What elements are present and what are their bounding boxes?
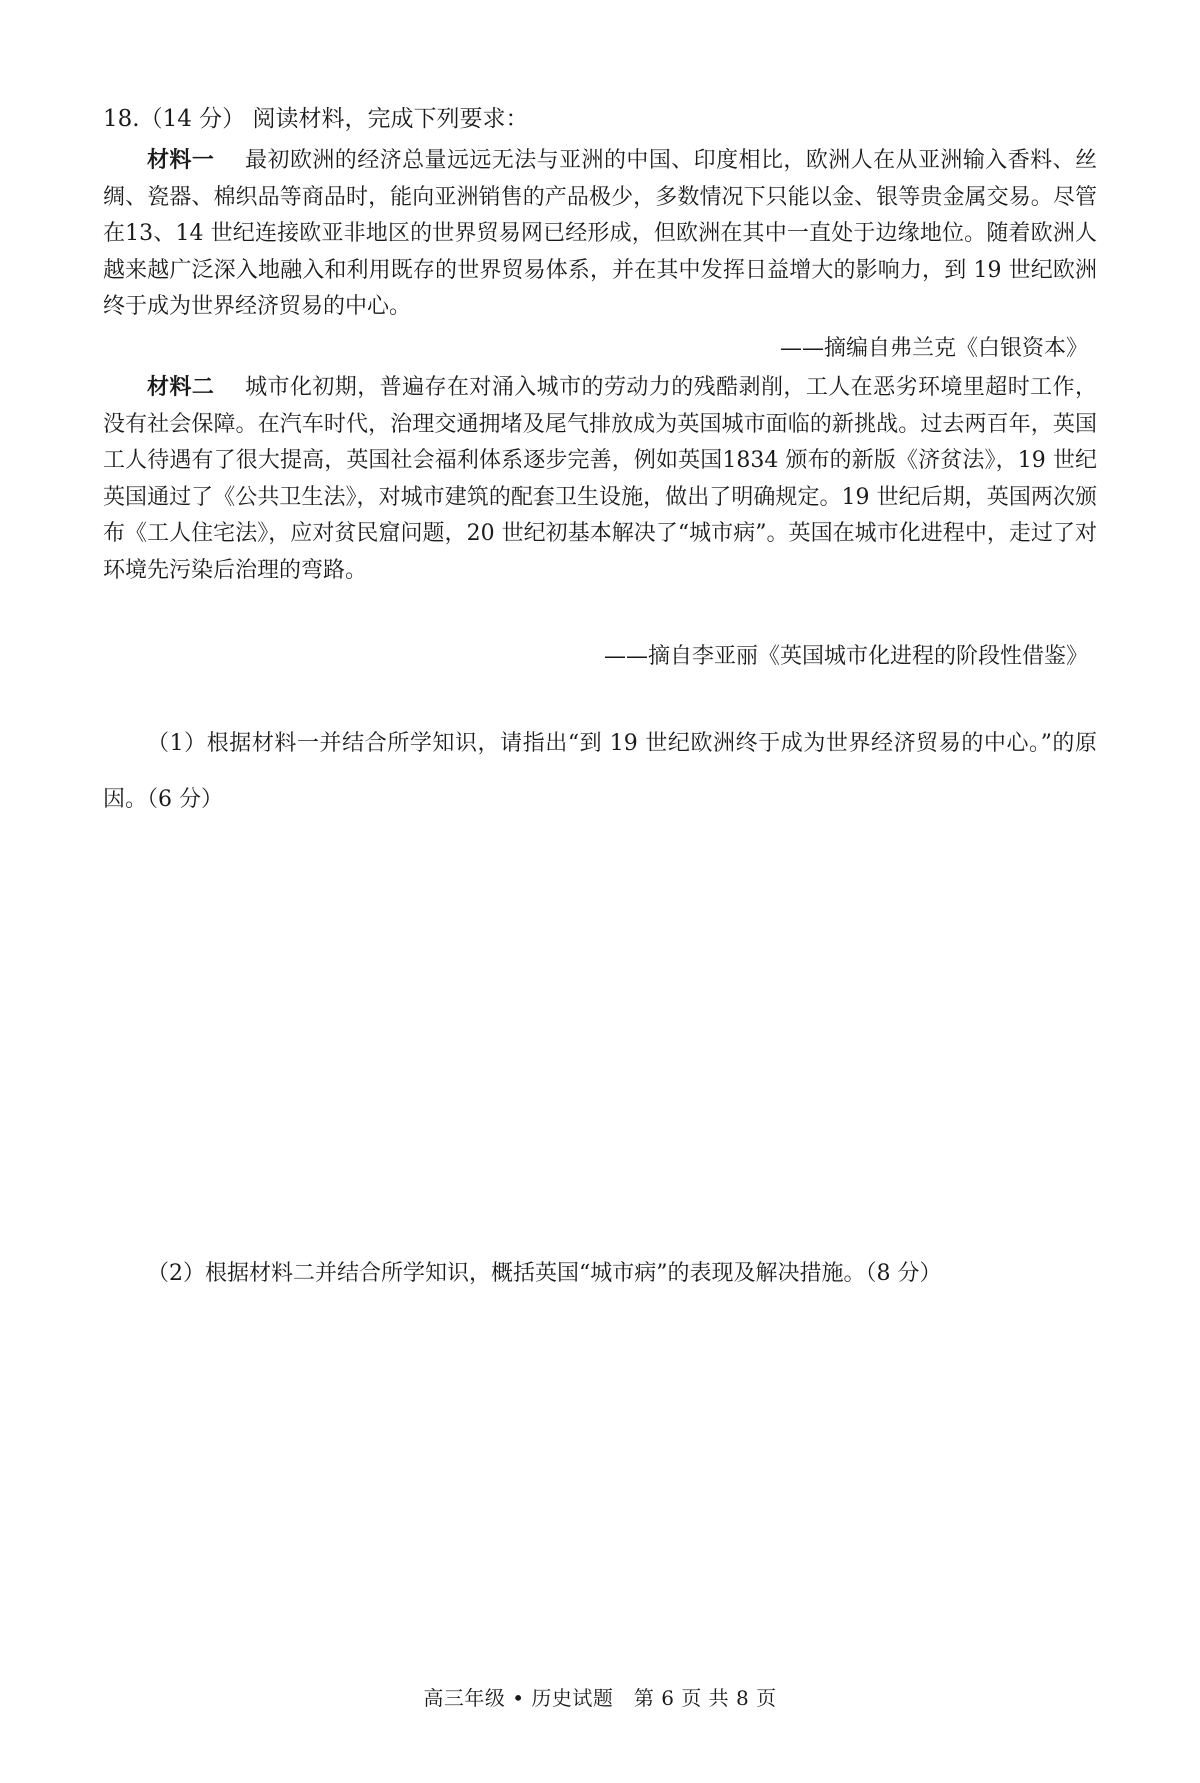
- material-one-source: ——摘编自弗兰克《白银资本》: [779, 336, 1088, 361]
- page-footer: 高三年级 • 历史试题 第 6 页 共 8 页: [423, 1686, 777, 1710]
- subquestion-2: （2）根据材料二并结合所学知识，概括英国“城市病”的表现及解决措施。（8 分）: [147, 1261, 942, 1286]
- material-two-source: ——摘自李亚丽《英国城市化进程的阶段性借鉴》: [603, 644, 1088, 669]
- answer-area-1[interactable]: [103, 830, 1097, 1220]
- question-header: 18.（14 分） 阅读材料，完成下列要求：: [103, 106, 529, 132]
- material-one-label: 材料一: [147, 148, 215, 173]
- material-one: [103, 143, 1097, 326]
- subquestion-1: （1）根据材料一并结合所学知识，请指出“到 19 世纪欧洲终于成为世界经济贸易的中心。”的原因。（6 分）: [103, 731, 1097, 812]
- material-one-text: 最初欧洲的经济总量远远无法与亚洲的中国、印度相比，欧洲人在从亚洲输入香料、丝绸、瓷器、棉织品等商品时，能向亚洲销售的产品极少，多数情况下只能以金、银等贵金属交易。尽管在13、14 世纪连接欧亚非地区的世界贸易网已经形成，但欧洲在其中一直处于边缘地位。随着欧洲人越来越广泛深入地融入和利用既存的世界贸易体系，并在其中发挥日益增大的影响力，到 19 世纪欧洲终于成为世界经济贸易的中心。: [103, 148, 1097, 319]
- answer-area-2[interactable]: [103, 1310, 1097, 1650]
- material-two: [103, 370, 1097, 589]
- material-two-label: 材料二: [147, 375, 215, 400]
- material-two-text: 城市化初期，普遍存在对涌入城市的劳动力的残酷剥削，工人在恶劣环境里超时工作，没有社会保障。在汽车时代，治理交通拥堵及尾气排放成为英国城市面临的新挑战。过去两百年，英国工人待遇有了很大提高，英国社会福利体系逐步完善，例如英国1834 颁布的新版《济贫法》，19 世纪英国通过了《公共卫生法》，对城市建筑的配套卫生设施，做出了明确规定。19 世纪后期，英国两次颁布《工人住宅法》，应对贫民窟问题，20 世纪初基本解决了“城市病”。英国在城市化进程中，走过了对环境先污染后治理的弯路。: [103, 375, 1097, 583]
